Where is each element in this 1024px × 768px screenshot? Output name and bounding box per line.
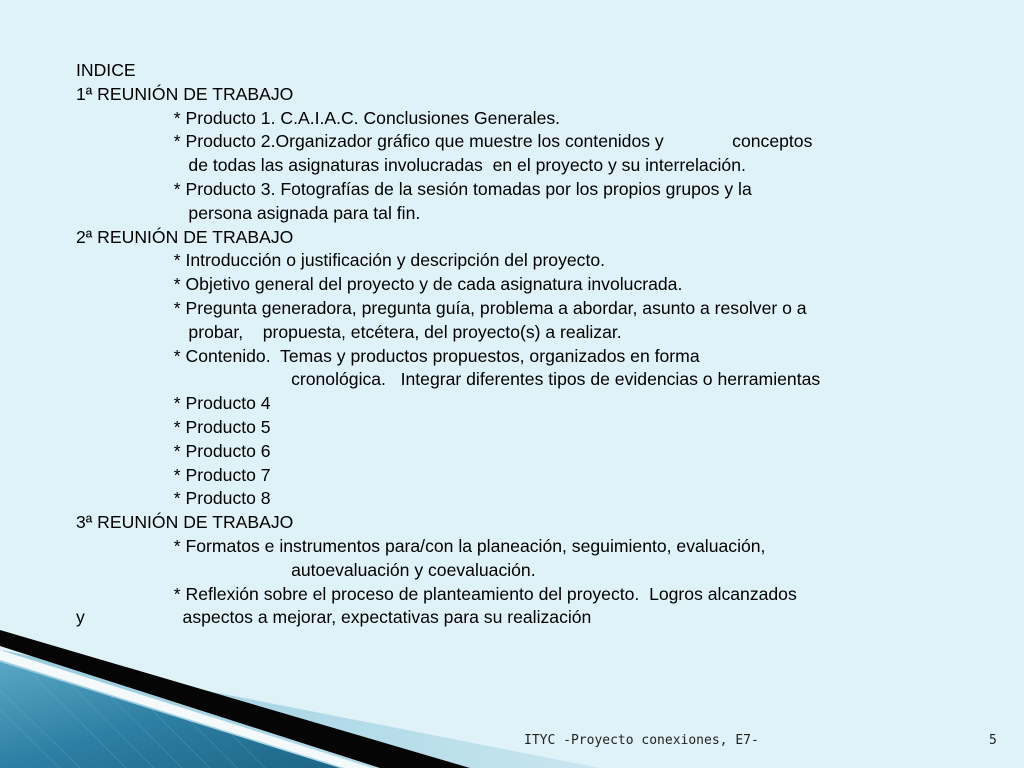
text-line: * Producto 7 bbox=[76, 464, 271, 485]
text-line: * Producto 8 bbox=[76, 488, 271, 509]
text-line: 3ª REUNIÓN DE TRABAJO bbox=[76, 512, 294, 533]
text-line: 1ª REUNIÓN DE TRABAJO bbox=[76, 83, 294, 104]
page-number: 5 bbox=[989, 733, 997, 748]
text-line: * Producto 6 bbox=[76, 440, 271, 461]
text-line: y aspectos a mejorar, expectativas para su realización bbox=[76, 607, 592, 628]
text-line: * Introducción o justificación y descripción del proyecto. bbox=[76, 250, 606, 271]
text-line: * Producto 5 bbox=[76, 416, 271, 437]
text-line: * Producto 2.Organizador gráfico que muestre los contenidos y conceptos bbox=[76, 131, 813, 152]
text-line: 2ª REUNIÓN DE TRABAJO bbox=[76, 226, 294, 247]
text-line: cronológica. Integrar diferentes tipos de evidencias o herramientas bbox=[76, 369, 821, 390]
text-line: * Producto 4 bbox=[76, 393, 271, 414]
text-line: INDICE bbox=[76, 60, 136, 80]
text-line: de todas las asignaturas involucradas en el proyecto y su interrelación. bbox=[76, 155, 746, 176]
slide-body bbox=[76, 59, 976, 630]
text-line: probar, propuesta, etcétera, del proyecto(s) a realizar. bbox=[76, 321, 622, 342]
text-line: * Reflexión sobre el proceso de planteamiento del proyecto. Logros alcanzados bbox=[76, 583, 797, 604]
text-line: autoevaluación y coevaluación. bbox=[76, 559, 536, 580]
text-line: * Objetivo general del proyecto y de cada asignatura involucrada. bbox=[76, 274, 683, 295]
footer-text: ITYC -Proyecto conexiones, E7- bbox=[524, 733, 759, 748]
text-line: * Pregunta generadora, pregunta guía, problema a abordar, asunto a resolver o a bbox=[76, 297, 807, 318]
text-line: * Producto 3. Fotografías de la sesión tomadas por los propios grupos y la bbox=[76, 178, 752, 199]
text-line: * Formatos e instrumentos para/con la planeación, seguimiento, evaluación, bbox=[76, 535, 766, 556]
text-line: * Contenido. Temas y productos propuestos, organizados en forma bbox=[76, 345, 700, 366]
text-line: persona asignada para tal fin. bbox=[76, 202, 421, 223]
text-line: * Producto 1. C.A.I.A.C. Conclusiones Generales. bbox=[76, 107, 561, 128]
